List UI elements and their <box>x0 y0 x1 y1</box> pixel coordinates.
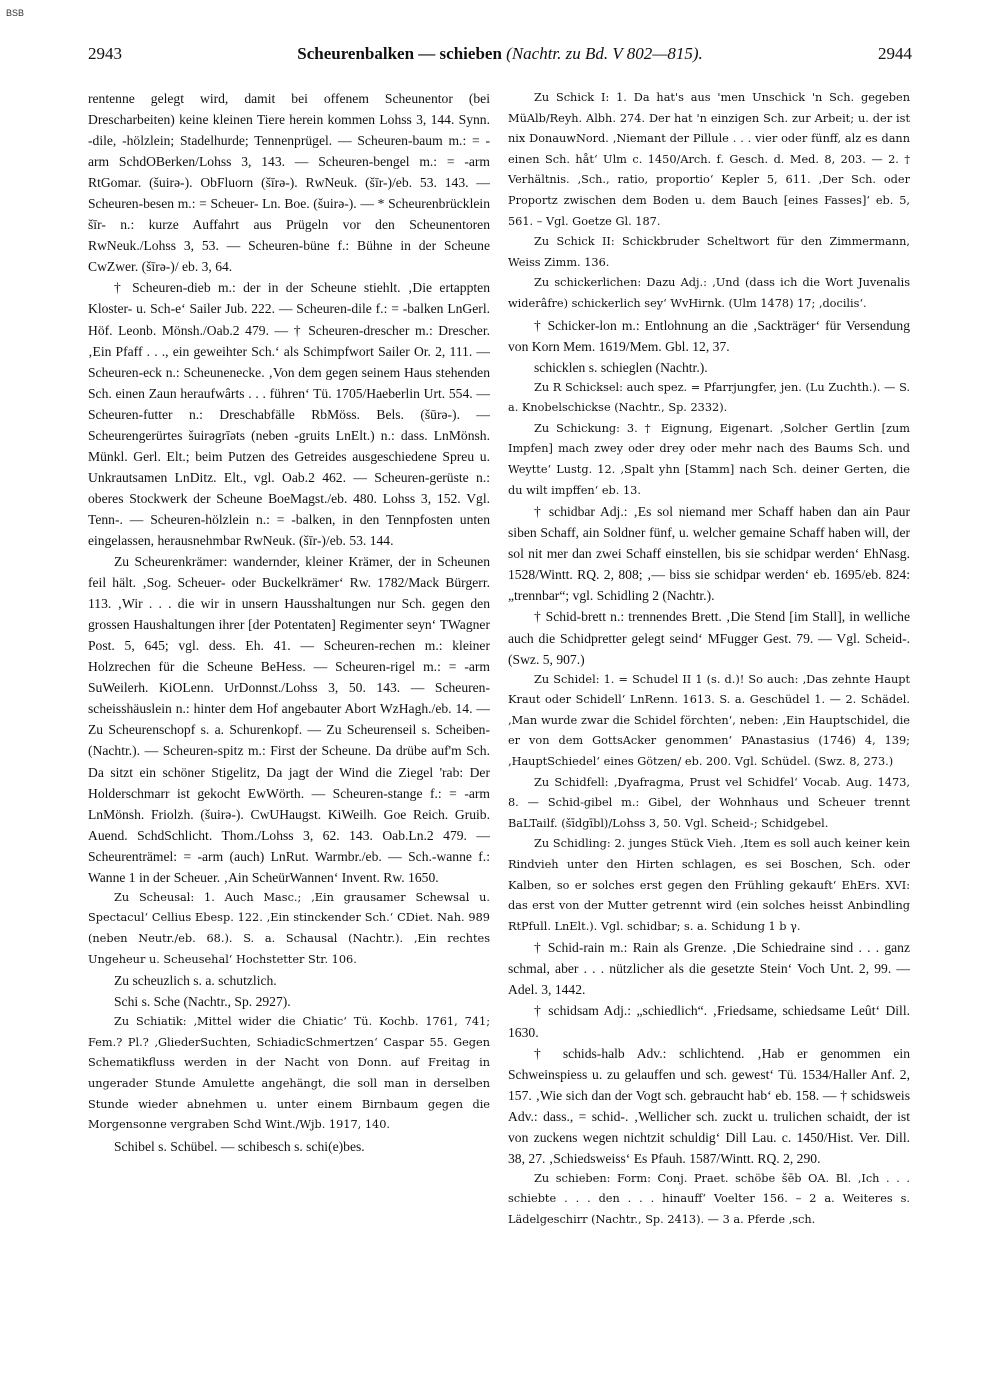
dictionary-entry: Zu Schidfell: ‚Dyafragma, Prust vel Schidfel‘ Vocab. Aug. 1473, 8. — Schid-gibel m.: Gibel, der Wohnhaus und Scheuer trennt BaLTailf. (šīdgībl)/Lohss 3, 50. Vgl. Scheid-; Schidgebel. <box>508 775 910 830</box>
dictionary-entry: Schibel s. Schübel. — schibesch s. schi(e)bes. <box>114 1138 365 1154</box>
running-title <box>88 44 912 64</box>
page-header <box>88 44 912 68</box>
dictionary-entry: Zu scheuzlich s. a. schutzlich. <box>114 973 277 989</box>
right-column <box>508 88 910 1358</box>
dictionary-entry: † schids-halb Adv.: schlichtend. ‚Hab er genommen ein Schweinspiess u. zu gelauffen und sch. gewest‘ Tü. 1534/Haller Anf. 2, 157. ‚Wie sich dan der Vogt sch. gebraucht hab‘ eb. 158. — † schidsweis Adv.: dass., = schid-. ‚Wellicher sch. zuckt u. trulichen schaidt, der ist von zuckens wegen nichtzit schuldig‘ Dill Lau. c. 1450/Hist. Ver. Dill. 38, 27. ‚Schiedsweiss‘ Es Pfauh. 1587/Wintt. RQ. 2, 290. <box>508 1045 910 1166</box>
dictionary-entry: † Schicker-lon m.: Entlohnung an die ‚Sackträger‘ für Versendung von Korn Mem. 1619/Mem. Gbl. 12, 37. <box>508 317 910 354</box>
dictionary-entry: Zu schieben: Form: Conj. Praet. schöbe šēb OA. Bl. ‚Ich . . . schiebte . . . den . . . hinauff‘ Voelter 156. – 2 a. Weiteres s. Lädelgeschirr (Nachtr., Sp. 2413). — 3 a. Pferde ‚sch. <box>508 1171 910 1227</box>
dictionary-entry: schicklen s. schieglen (Nachtr.). <box>534 359 708 375</box>
dictionary-entry: Zu Schidel: 1. = Schudel II 1 (s. d.)! So auch: ‚Das zehnte Haupt Kraut oder Schidell‘ LnRenn. 1613. S. a. Geschüdel 1. — 2. Schädel. ‚Man wurde zwar die Schidel förchten‘, neben: ‚Ein Hauptschidel, die er von dem GottsAcker genommen‘ PAnastasius (1746) 4, 139; ‚HauptSchiedel‘ eines Götzen/ eb. 200. Vgl. Schüdel. (Swz. 8, 273.) <box>508 672 910 768</box>
dictionary-entry: Zu Schickung: 3. † Eignung, Eigenart. ‚Solcher Gertlin [zum Impfen] mach zwey oder drey oder mehr nach des Baums Sch. und Weytte‘ Lustg. 12. ‚Spalt yhn [Stamm] nach Sch. deiner Gerten, die du wilt impffen‘ eb. 13. <box>508 421 910 497</box>
dictionary-entry: † Schid-rain m.: Rain als Grenze. ‚Die Schiedraine sind . . . ganz schmal, aber . . . nützlicher als die gesetzte Stein‘ Voch Unt. 2, 99. — Adel. 3, 1442. <box>508 940 910 998</box>
dictionary-entry: † schidsam Adj.: „schiedlich“. ‚Friedsame, schiedsame Leût‘ Dill. 1630. <box>508 1003 910 1040</box>
dictionary-entry: † schidbar Adj.: ‚Es sol niemand mer Schaff haben dan ain Paur siben Schaff, ain Soldner fünf, u. welcher gemaine Schaff haben will, der sol nit mer dan zwei Schaff einstellen, bis sie schidpar werden‘ EhNasg. 1528/Wintt. RQ. 2, 808; ‚— biss sie schidpar werden‘ eb. 1695/eb. 824: „trennbar“; vgl. Schidling 2 (Nachtr.). <box>508 504 910 604</box>
dictionary-entry: Zu Schick II: Schickbruder Scheltwort für den Zimmermann, Weiss Zimm. 136. <box>508 235 910 269</box>
library-stamp: BSB <box>6 8 25 18</box>
dictionary-entry: Zu Schiatik: ‚Mittel wider die Chiatic‘ Tü. Kochb. 1761, 741; Fem.? Pl.? ‚GliederSuchten, SchiadicSchmertzen‘ Caspar 55. Gegen Schematikfluss werden in der Nacht von Donn. auf Freitag in ungerader Stunde Amulette angehängt, die soll man in derselben Stunde wieder abnehmen u. unter einem Birnbaum gegen die Morgensonne vergraben Schd Wint./Wjb. 1917, 140. <box>88 1015 490 1132</box>
page-number-right: 2944 <box>878 44 912 63</box>
dictionary-entry: Schi s. Sche (Nachtr., Sp. 2927). <box>114 994 291 1010</box>
dictionary-entry: † Scheuren-dieb m.: der in der Scheune stiehlt. ‚Die ertappten Kloster- u. Sch-e‘ Sailer Jub. 222. — Scheuren-dile f.: = -balken LnGerl. Höf. Leonb. Mönsh./Oab.2 479. — † Scheuren-drescher m.: Drescher. ‚Ein Pfaff . . ., ein geweihter Sch.‘ als Schimpfwort Sailer Or. 2, 111. — Scheuren-eck n.: Scheunenecke. ‚Von dem gegen seinem Haus stehenden Sch. einen Zaun heraufwârts . . . führen‘ Tü. 1705/Haeberlin Urt. 554. — Scheuren-futter n.: Dreschabfälle RbMöss. Bels. (šūrə-). — Scheurengerürtes šuirəgrīəts (neben -gruits LnElt.) n.: dass. LnMönsh. Münkl. Gerl. Elt.; beim Putzen des Getreides ausgeschiedene Spreu u. Unkrautsamen LnDitz. Elt., vgl. Oab.2 462. — Scheuren-gerüste n.: oberes Stockwerk der Scheune BoeMagst./eb. 480. Lohss 3, 152. Vgl. Tenn-. — Scheuren-hölzlein n.: = -balken, in den Tennpfosten unten eingelassen, herausnehmbar RwNeuk. (šīr-)/eb. 53. 144. <box>88 280 490 548</box>
dictionary-entry: Zu Schick I: 1. Da hat's aus 'men Unschick 'n Sch. gegeben MüAlb/Reyh. Albh. 274. Der hat 'n einzigen Sch. zur Arbeit; u. der ist nix DonauwNord. ‚Niemant der Pillule . . . vier oder fünff, alz es dann einen Sch. håt‘ Ulm c. 1450/Arch. f. Gesch. d. Med. 8, 203. — 2. † Verhältnis. ‚Sch., ratio, proportio‘ Kepler 5, 611. ‚Der Sch. oder Proportz zwischen dem Boden u. dem Bauch [eines Fasses]‘ eb. 5, 561. – Vgl. Goetze Gl. 187. <box>508 91 910 228</box>
dictionary-entry: Zu Scheurenkrämer: wandernder, kleiner Krämer, der in Scheunen feil hält. ‚Sog. Scheuer- oder Buckelkrämer‘ Rw. 1782/Mack Bürgerr. 113. ‚Wir . . . die wir in unsern Hausshaltungen nur Sch. gegen den grossen Haushaltungen ihrer [der Potentaten] Regimenter seyn‘ TWagner Post. 5, 645; vgl. dess. Eh. 41. — Scheuren-rechen m.: kleiner Holzrechen für die Scheune BeHess. — Scheuren-rigel m.: = -arm SuWeilerh. KiOLenn. UrDonnst./Lohss 3, 50. 143. — Scheuren-scheisshäuslein n.: hinter dem Hof angebauter Abort WzHagh./eb. 14. — Zu Scheurenschopf s. a. Schurenkopf. — Zu Scheurenseil s. Scheiben- (Nachtr.). — Scheuren-spitz m.: First der Scheune. Da drübe auf'm Sch. Da sitzt ein schöner Stigelitz, Da jagt der Wind die Ziegel 'rab: Der Holderschmarr ist gekocht EwWörth. — Scheuren-stange f.: = -arm LnMönsh. Friolzh. (šuirə-). CwUHaugst. KiWeilh. Goe Reich. Gruib. Auend. SchdSchlicht. Thom./Lohss 3, 62. 143. Oab.Ln.2 479. — Scheurenträmel: = -arm (auch) LnRut. Warmbr./eb. — Sch.-wanne f.: Wanne 1 in der Scheuer. ‚Ain ScheürWannen‘ Invent. Rw. 1650. <box>88 554 490 885</box>
dictionary-entry: Zu R Schicksel: auch spez. = Pfarrjungfer, jen. (Lu Zuchth.). — S. a. Knobelschickse (Nachtr., Sp. 2332). <box>508 380 910 415</box>
running-title-lemmas: Scheurenbalken — schieben <box>297 44 502 63</box>
dictionary-entry: † Schid-brett n.: trennendes Brett. ‚Die Stend [im Stall], in welliche auch die Schidpretter gelegt seind‘ MFugger Gest. 79. — Vgl. Scheid-. (Swz. 5, 907.) <box>508 609 910 667</box>
dictionary-entry: rentenne gelegt wird, damit bei offenem Scheunentor (bei Drescharbeiten) keine kleinen Tiere herein kommen Lohss 3, 144. Synn. -dile, -hölzlein; Stadelhurde; Tennenprügel. — Scheuren-baum m.: = -arm SchdOBerken/Lohss 3, 143. — Scheuren-bengel m.: = -arm RtGomar. (šuirə-). ObFluorn (šīrə-). RwNeuk. (šīr-)/eb. 53. 143. — Scheuren-besen m.: = Scheuer- Ln. Boe. (šuirə-). — * Scheurenbrücklein šīr- n.: kurze Auffahrt aus Prügeln vor den Scheunentoren RwNeuk./Lohss 3, 53. — Scheuren-büne f.: Bühne in der Scheune CwZwer. (šīrə-)/ eb. 3, 64. <box>88 91 490 275</box>
dictionary-entry: Zu schickerlichen: Dazu Adj.: ‚Und (dass ich die Wort Juvenalis widerâfre) schickerlich sey‘ WvHirnk. (Ulm 1478) 17; ‚docilis‘. <box>508 276 910 310</box>
left-column <box>88 88 490 1358</box>
page-number-left: 2943 <box>88 44 122 63</box>
dictionary-entry: Zu Schidling: 2. junges Stück Vieh. ‚Item es soll auch keiner kein Rindvieh unter den Hirten schlagen, es sei Boschen, Sch. oder Kalben, so er solches erst gegen den Frühling gekauft‘ EhErs. XVI: das erst von der Mutter getrennt wird (ein solches heisst Anbindling RtPfull. LnElt.). Vgl. schidbar; s. a. Schidung 1 b γ. <box>508 837 910 933</box>
dictionary-entry: Zu Scheusal: 1. Auch Masc.; ‚Ein grausamer Schewsal u. Spectacul‘ Cellius Ebesp. 122. ‚Ein stinckender Sch.‘ CDiet. Nah. 989 (neben Neutr./eb. 68.). S. a. Schausal (Nachtr.). ‚Ein rechtes Ungeheur u. Scheusehal‘ Hochstetter Str. 106. <box>88 890 490 966</box>
running-title-reference: (Nachtr. zu Bd. V 802—815). <box>506 44 703 63</box>
